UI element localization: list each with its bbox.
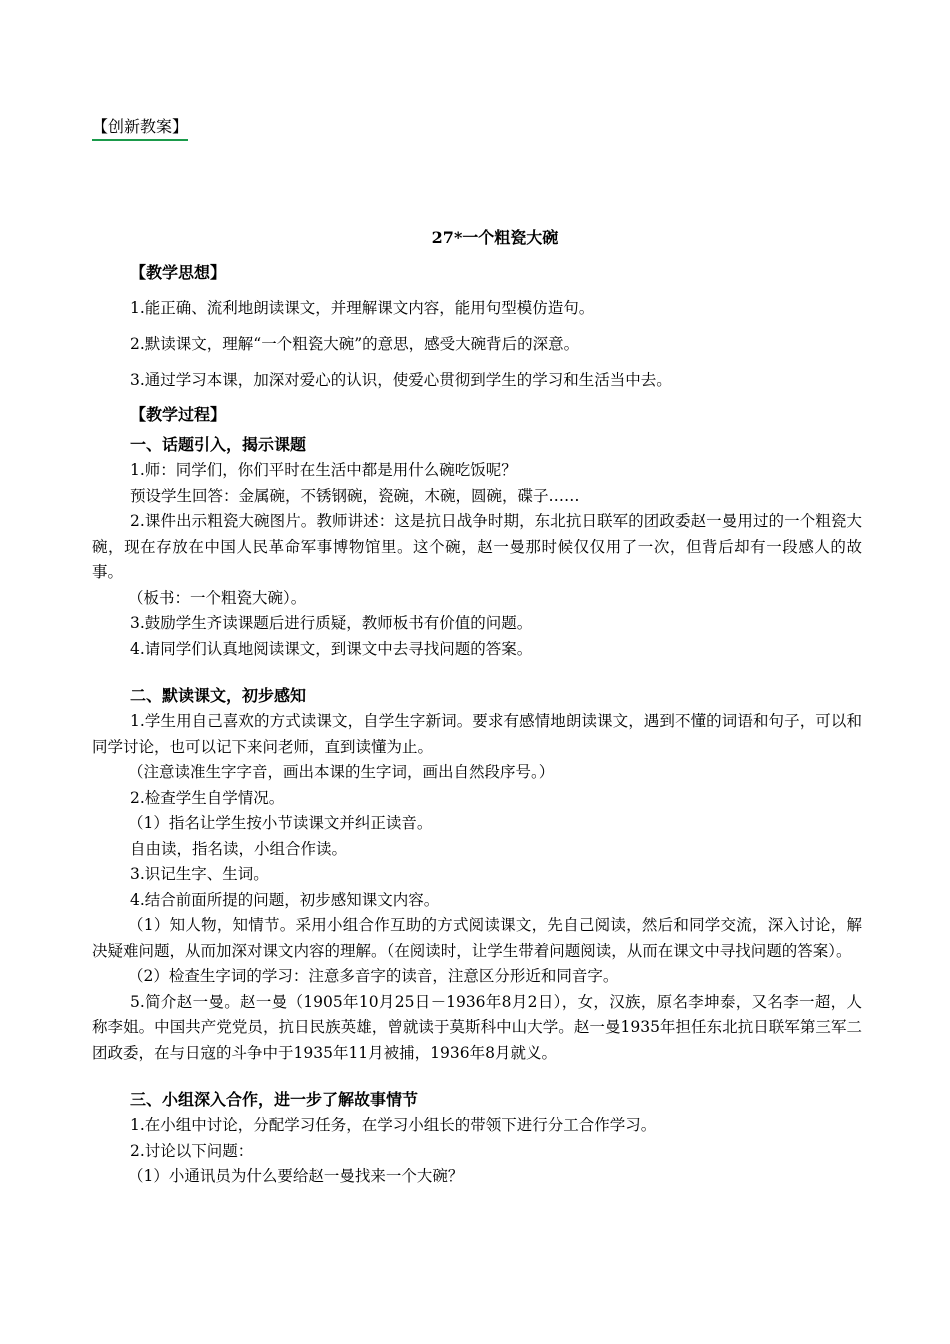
- paragraph: （板书：一个粗瓷大碗）。: [128, 588, 307, 607]
- paragraph: 5.简介赵一曼。赵一曼（1905年10月25日－1936年8月2日），女，汉族，原名李坤泰，又名李一超，人称李姐。中国共产党党员，抗日民族英雄，曾就读于莫斯科中山大学。赵一曼1935年担任东北抗日联军第三军二团政委，在与日寇的斗争中于1935年11月被捕，1936年8月就义。: [92, 992, 862, 1062]
- paragraph: 4.结合前面所提的问题，初步感知课文内容。: [130, 890, 440, 909]
- paragraph: 自由读，指名读，小组合作读。: [130, 839, 348, 858]
- paragraph: 1.师：同学们，你们平时在生活中都是用什么碗吃饭呢？: [130, 461, 517, 479]
- process-section: [92, 432, 862, 1190]
- part2-heading: 二、默读课文，初步感知: [130, 686, 307, 705]
- paragraph: 2.课件出示粗瓷大碗图片。教师讲述：这是抗日战争时期，东北抗日联军的团政委赵一曼用过的一个粗瓷大碗，现在存放在中国人民革命军事博物馆里。这个碗，赵一曼那时候仅仅用了一次，但背后却有一段感人的故事。: [92, 512, 862, 581]
- paragraph: 1.学生用自己喜欢的方式读课文，自学生字新词。要求有感情地朗读课文，遇到不懂的词语和句子，可以和同学讨论，也可以记下来问老师，直到读懂为止。: [92, 712, 862, 756]
- paragraph: 预设学生回答：金属碗，不锈钢碗，瓷碗，木碗，圆碗，碟子……: [130, 486, 580, 505]
- document-body: [92, 256, 862, 1190]
- paragraph: （1）知人物，知情节。采用小组合作互助的方式阅读课文，先自己阅读，然后和同学交流，深入讨论，解决疑难问题，从而加深对课文内容的理解。（在阅读时，让学生带着问题阅读，从而在课文中寻找问题的答案）。: [92, 916, 862, 960]
- goal-item: 2.默读课文，理解“一个粗瓷大碗”的意思，感受大碗背后的深意。: [130, 335, 580, 353]
- goal-item: 3.通过学习本课，加深对爱心的认识，使爱心贯彻到学生的学习和生活当中去。: [130, 371, 672, 389]
- header-tag: 【创新教案】: [92, 117, 188, 141]
- paragraph: 2.讨论以下问题：: [130, 1141, 254, 1160]
- process-heading: 【教学过程】: [130, 405, 227, 424]
- paragraph: （注意读准生字字音，画出本课的生字词，画出自然段序号。）: [128, 763, 555, 781]
- page-title: 27*一个粗瓷大碗: [431, 228, 559, 247]
- paragraph: （1）指名让学生按小节读课文并纠正读音。: [128, 814, 433, 832]
- paragraph: 4.请同学们认真地阅读课文，到课文中去寻找问题的答案。: [130, 639, 533, 658]
- paragraph: 2.检查学生自学情况。: [130, 788, 285, 807]
- part1-heading: 一、话题引入，揭示课题: [130, 435, 307, 454]
- part3-heading: 三、小组深入合作，进一步了解故事情节: [130, 1090, 419, 1109]
- paragraph: （2）检查生字词的学习：注意多音字的读音，注意区分形近和同音字。: [128, 967, 619, 985]
- spacer: [92, 1066, 862, 1087]
- goal-item: 1.能正确、流利地朗读课文，并理解课文内容，能用句型模仿造句。: [130, 299, 595, 317]
- paragraph: 3.识记生字、生词。: [130, 865, 269, 883]
- spacer: [92, 662, 862, 683]
- paragraph: 3.鼓励学生齐读课题后进行质疑，教师板书有价值的问题。: [130, 614, 533, 632]
- paragraph: 1.在小组中讨论，分配学习任务，在学习小组长的带领下进行分工合作学习。: [130, 1116, 657, 1134]
- paragraph: （1）小通讯员为什么要给赵一曼找来一个大碗？: [128, 1167, 464, 1185]
- thought-heading: 【教学思想】: [130, 263, 227, 282]
